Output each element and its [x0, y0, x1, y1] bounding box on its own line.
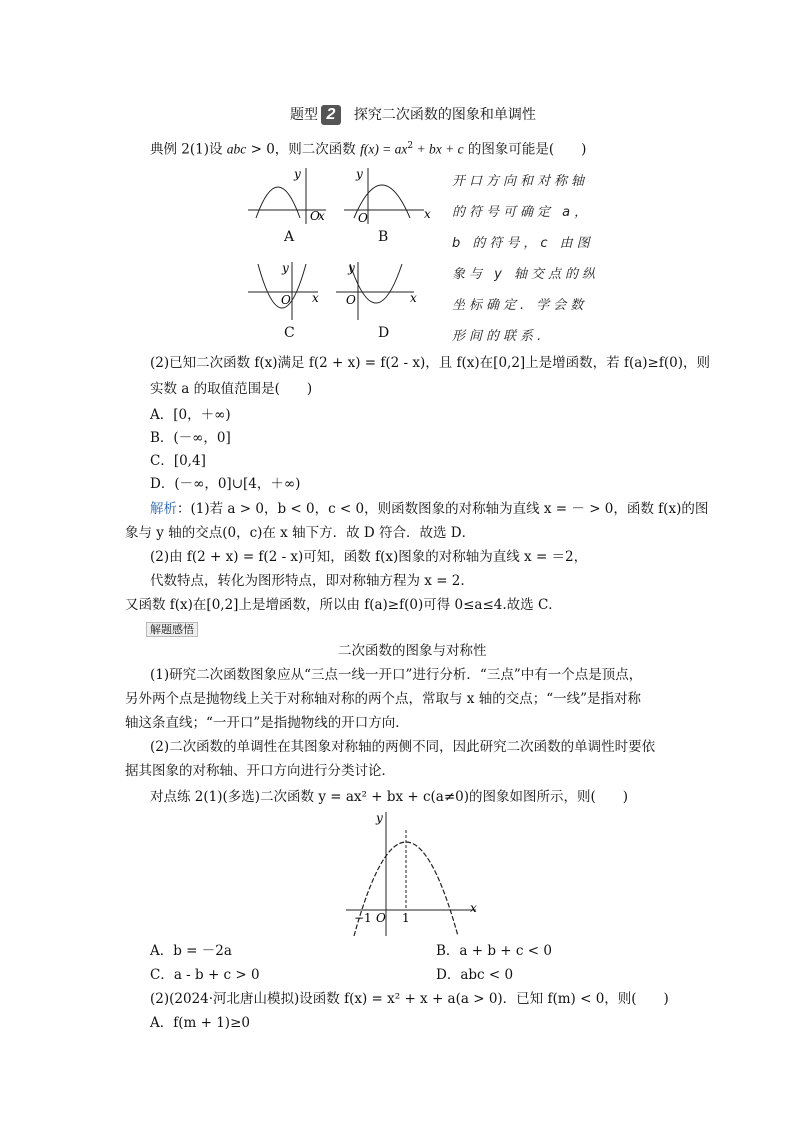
reflection-p1-line-2: 另外两个点是抛物线上关于对称轴对称的两个点，常取与 x 轴的交点；“一线”是指对称	[125, 691, 641, 707]
handwritten-note-line-1: 开口方向和对称轴	[452, 174, 589, 189]
practice-graph-y-label: y	[376, 811, 383, 825]
graph-d-x-label: x	[410, 291, 417, 305]
graph-c-origin: O	[281, 293, 291, 307]
graph-a-curve	[256, 187, 300, 218]
example2-option-c: C．[0,4]	[150, 453, 206, 469]
ex1-part5: 的图象可能是( )	[463, 141, 587, 158]
handwritten-note-line-2: 的符号可确定 a，	[452, 205, 592, 220]
graph-a-letter: A	[284, 229, 295, 245]
header-number-badge: 2	[321, 105, 341, 125]
solution-label: 解析	[150, 501, 177, 517]
practice-graph-x-label: x	[470, 901, 477, 915]
practice-option-b: B．a + b + c < 0	[436, 943, 552, 959]
solution-line-3: (2)由 f(2 + x) = f(2 - x)可知，函数 f(x)图象的对称轴为直线 x = ＝2，	[150, 549, 588, 565]
example2-option-b: B．(－∞，0]	[150, 430, 231, 446]
graph-c-x-label: x	[312, 291, 319, 305]
graph-a-origin: O	[310, 209, 320, 223]
header-title: 探究二次函数的图象和单调性	[353, 106, 536, 122]
header-label: 题型	[290, 106, 318, 122]
example2-line-2: 实数 a 的取值范围是( )	[150, 381, 313, 397]
graph-b	[344, 166, 434, 226]
handwritten-note-line-4: 象与 y 轴交点的纵	[452, 267, 599, 282]
section-header	[290, 104, 536, 125]
practice-line-3: A．f(m + 1)≥0	[150, 1015, 250, 1031]
ex1-part1: 典例 2(1)设	[150, 141, 227, 158]
graph-b-letter: B	[378, 229, 389, 245]
example2-option-d: D．(－∞，0]∪[4，＋∞)	[150, 476, 301, 492]
handwritten-note-line-5: 坐标确定. 学会数	[452, 298, 588, 313]
graph-c-y-label: y	[282, 261, 289, 275]
graph-a-y-label: y	[294, 167, 301, 181]
practice-graph-one: 1	[402, 911, 410, 925]
ex1-exp: 2	[407, 141, 414, 151]
graph-a-x-label: x	[318, 209, 325, 223]
graph-d-y-label: y	[348, 261, 355, 275]
graph-b-y-label: y	[356, 167, 363, 181]
ex1-fx: f(x) = ax	[360, 141, 408, 157]
reflection-tag	[146, 620, 198, 639]
ex1-abc: abc	[226, 141, 247, 157]
example1-question	[150, 137, 586, 159]
reflection-p2-line-1: (2)二次函数的单调性在其图象对称轴的两侧不同，因此研究二次函数的单调性时要依	[150, 739, 656, 755]
graph-c	[248, 262, 328, 322]
solution-line-1	[150, 500, 708, 518]
graph-d	[336, 262, 426, 322]
graph-c-letter: C	[284, 325, 295, 341]
practice-line-2: (2)(2024·河北唐山模拟)设函数 f(x) = x² + x + a(a > 0)．已知 f(m) < 0，则( )	[150, 991, 669, 1007]
reflection-p1-line-1: (1)研究二次函数图象应从“三点一线一开口”进行分析．“三点”中有一个点是顶点，	[150, 667, 643, 683]
example2-line-1: (2)已知二次函数 f(x)满足 f(2 + x) = f(2 - x)，且 f(x)在[0,2]上是增函数，若 f(a)≥f(0)，则	[150, 355, 710, 371]
practice-option-a: A．b = －2a	[150, 943, 232, 959]
graph-b-origin: O	[358, 211, 368, 225]
solution-line-4: 代数特点，转化为图形特点，即对称轴方程为 x = 2.	[150, 573, 465, 589]
solution-line-1-text: ：(1)若 a > 0，b < 0，c < 0，则函数图象的对称轴为直线 x = － > 0，函数 f(x)的图	[177, 501, 709, 517]
reflection-title: 二次函数的图象与对称性	[338, 643, 487, 659]
graph-b-x-label: x	[424, 207, 431, 221]
graph-a	[248, 166, 328, 226]
practice-graph	[346, 808, 486, 938]
graph-d-letter: D	[378, 325, 390, 341]
practice-graph-minus-one: −1	[354, 911, 372, 925]
reflection-tag-label: 解题感悟	[146, 622, 198, 637]
graph-d-origin: O	[346, 293, 356, 307]
example2-option-a: A．[0，＋∞)	[150, 407, 231, 423]
practice-graph-origin: O	[376, 911, 386, 925]
handwritten-note-line-3: b 的符号，c 由图	[452, 236, 594, 251]
solution-line-5: 又函数 f(x)在[0,2]上是增函数，所以由 f(a)≥f(0)可得 0≤a≤4.故选 C．	[125, 597, 562, 613]
solution-line-2: 象与 y 轴的交点(0，c)在 x 轴下方．故 D 符合．故选 D．	[125, 525, 476, 541]
practice-option-c: C．a - b + c > 0	[150, 967, 260, 983]
handwritten-note-line-6: 形间的联系.	[452, 329, 546, 344]
reflection-p2-line-2: 据其图象的对称轴、开口方向进行分类讨论．	[125, 763, 395, 779]
ex1-part4: + bx + c	[413, 141, 464, 157]
ex1-part2: > 0，则二次函数	[246, 141, 361, 158]
reflection-p1-line-3: 轴这条直线；“一开口”是指抛物线的开口方向．	[125, 715, 409, 731]
practice-option-d: D．abc < 0	[436, 967, 514, 983]
practice-line-1: 对点练 2(1)(多选)二次函数 y = ax² + bx + c(a≠0)的图象如图所示，则( )	[150, 789, 629, 805]
